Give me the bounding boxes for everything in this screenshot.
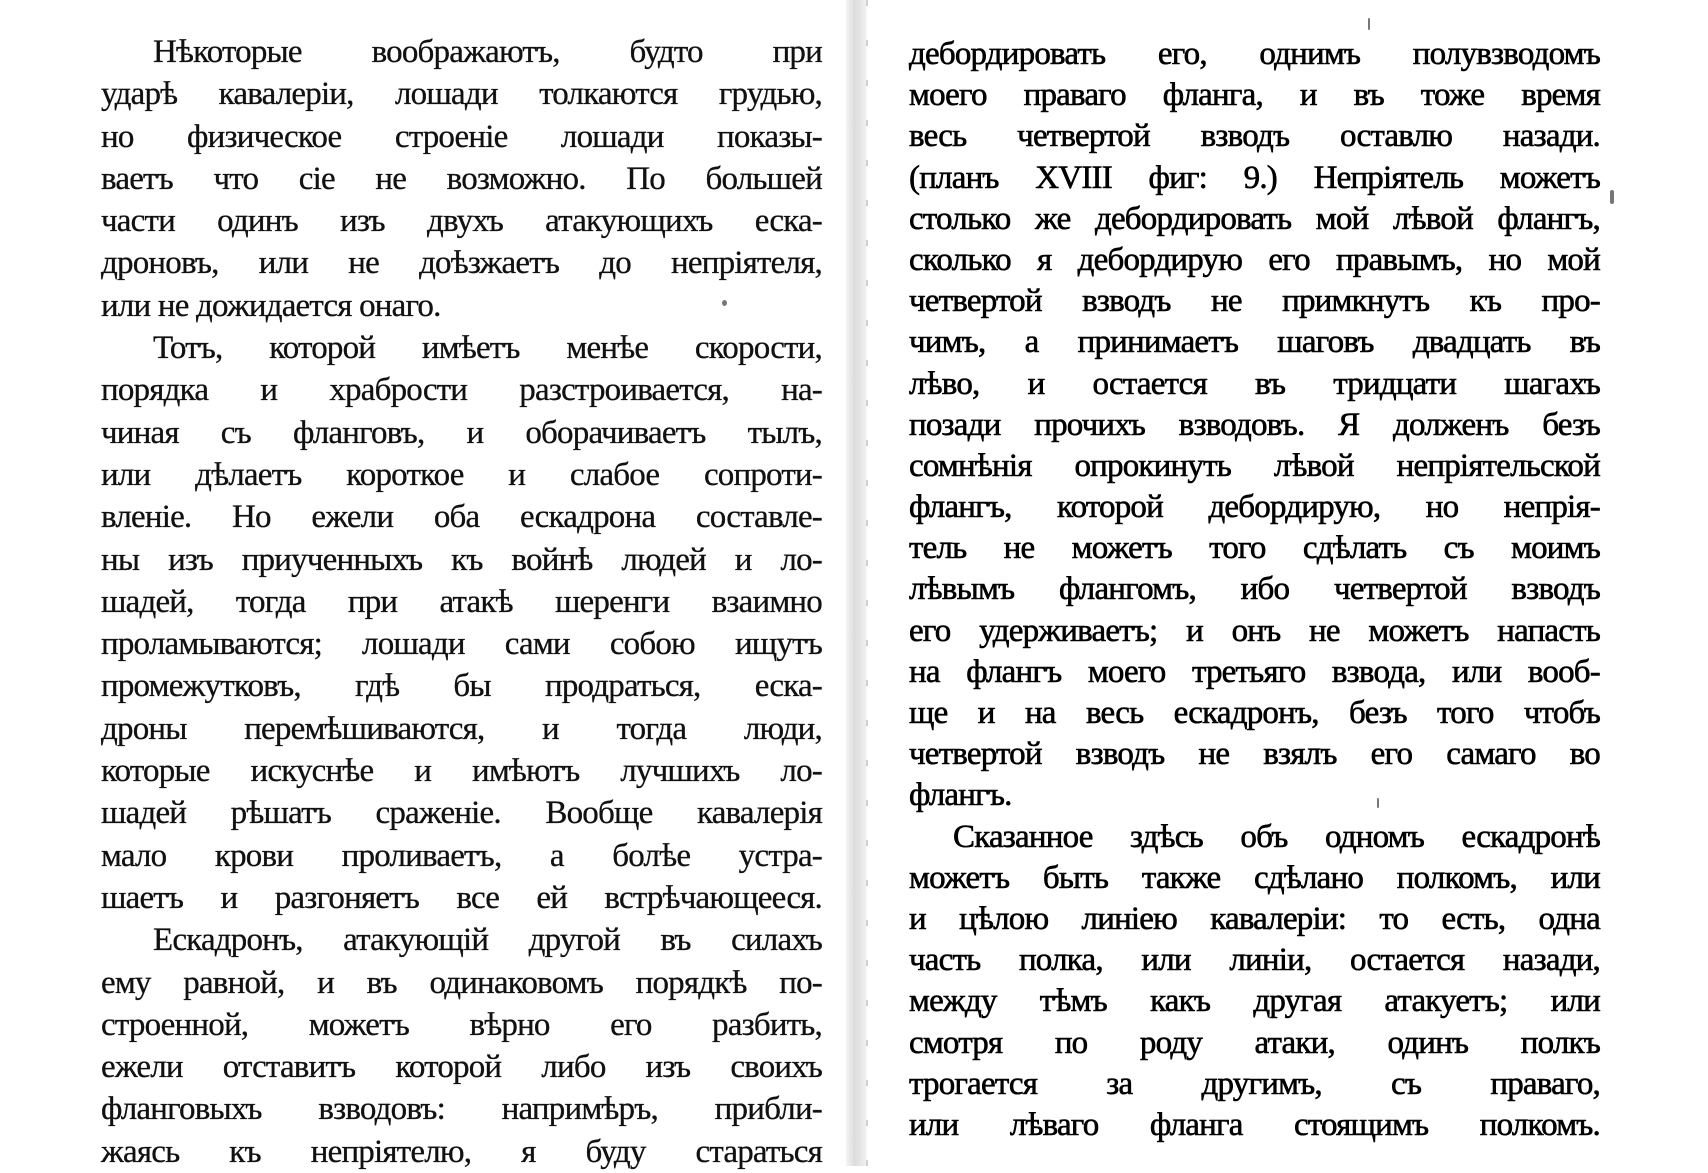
text-line: четвертой взводъ не взялъ его самаго во [909,736,1600,773]
text-line: лѣвымъ флангомъ, ибо четвертой взводъ [909,571,1600,608]
paragraph [909,34,1600,817]
text-line: проламываются; лошади сами собою ищутъ [101,626,822,663]
left-page [0,0,848,1170]
paragraph [909,817,1600,1147]
text-line: можетъ быть также сдѣлано полкомъ, или [909,859,1600,896]
text-line: дроны перемѣшиваются, и тогда люди, [101,710,822,747]
text-line: части одинъ изъ двухъ атакующихъ еска- [101,203,822,240]
left-page-text [101,31,822,1173]
text-line: и цѣлою линiею кавалерiи: то есть, одна [909,900,1600,937]
text-line: порядка и храбрости разстроивается, на- [101,372,822,409]
text-line: чиная съ фланговъ, и оборачиваетъ тылъ, [101,414,822,451]
text-line: его удерживаетъ; и онъ не можетъ напасть [909,612,1600,649]
text-line: столько же дебордировать мой лѣвой флангъ, [909,200,1600,237]
text-line: Нѣкоторые воображаютъ, будто при [153,34,822,70]
text-line: мало крови проливаетъ, а болѣе устра- [101,837,822,874]
text-line: которые искуснѣе и имѣютъ лучшихъ ло- [101,753,822,790]
text-line: (планъ XVIII фиг: 9.) Непрiятель можетъ [909,159,1600,196]
text-line: шаетъ и разгоняетъ все ей встрѣчающееся. [101,879,822,916]
print-speck [1610,190,1614,204]
text-line: флангъ, которой дебордирую, но непрiя- [909,489,1600,526]
text-line: весь четвертой взводъ оставлю назади. [909,118,1600,155]
text-line: между тѣмъ какъ другая атакуетъ; или [909,983,1600,1020]
text-line: строенной, можетъ вѣрно его разбить, [101,1006,822,1043]
text-line: шадей рѣшатъ сраженiе. Вообще кавалерiя [101,795,822,832]
text-line: ударѣ кавалерiи, лошади толкаются грудью, [101,76,822,113]
text-line: жаясь къ непрiятелю, я буду стараться [101,1133,822,1170]
text-line: чимъ, а принимаетъ шаговъ двадцать въ [909,324,1600,361]
paragraph [101,31,822,327]
text-line: трогается за другимъ, съ праваго, [909,1065,1600,1102]
text-line: смотря по роду атаки, одинъ полкъ [909,1024,1600,1061]
print-speck [722,300,727,306]
text-line: ны изъ приученныхъ къ войнѣ людей и ло- [101,541,822,578]
text-line: промежутковъ, гдѣ бы продраться, еска- [101,668,822,705]
right-page-text [909,34,1600,1146]
text-line: сомнѣнiя опрокинуть лѣвой непрiятельской [909,447,1600,484]
text-line: дебордировать его, однимъ полувзводомъ [909,36,1600,72]
text-line: четвертой взводъ не примкнутъ къ про- [909,283,1600,320]
text-line: часть полка, или линiи, остается назади, [909,942,1600,979]
text-line: шадей, тогда при атакѣ шеренги взаимно [101,583,822,620]
text-line: на флангъ моего третьяго взвода, или вооб- [909,653,1600,690]
text-line: моего праваго фланга, и въ тоже время [909,77,1600,114]
text-line: позади прочихъ взводовъ. Я долженъ безъ [909,406,1600,443]
text-line: или не дожидается онаго. [101,287,441,324]
text-line: лѣво, и остается въ тридцати шагахъ [909,365,1600,402]
text-line: вленiе. Но ежели оба ескадрона составле- [101,499,822,536]
text-line: или лѣваго фланга стоящимъ полкомъ. [909,1106,1600,1143]
text-line: тель не можетъ того сдѣлать съ моимъ [909,530,1600,567]
text-line: флангъ. [909,777,1012,814]
text-line: но физическое строенiе лошади показы- [101,118,822,155]
text-line: сколько я дебордирую его правымъ, но мой [909,241,1600,278]
text-line: фланговыхъ взводовъ: напримѣръ, прибли- [101,1091,822,1128]
text-line: Сказанное здѣсь объ одномъ ескадронѣ [953,818,1600,855]
text-line: или дѣлаетъ короткое и слабое сопроти- [101,456,822,493]
text-line: дроновъ, или не доѣзжаетъ до непрiятеля, [101,245,822,282]
text-line: ще и на весь ескадронъ, безъ того чтобъ [909,695,1600,731]
text-line: ему равной, и въ одинаковомъ порядкѣ по- [101,964,822,1001]
text-line: ваетъ что сiе не возможно. По большей [101,160,822,197]
text-line: Ескадронъ, атакующiй другой въ силахъ [153,922,822,959]
paragraph [101,919,822,1173]
paragraph [101,327,822,919]
print-speck [1368,18,1370,30]
print-speck [1377,798,1379,808]
text-line: ежели отставитъ которой либо изъ своихъ [101,1049,822,1086]
text-line: Тотъ, которой имѣетъ менѣе скорости, [153,330,822,367]
